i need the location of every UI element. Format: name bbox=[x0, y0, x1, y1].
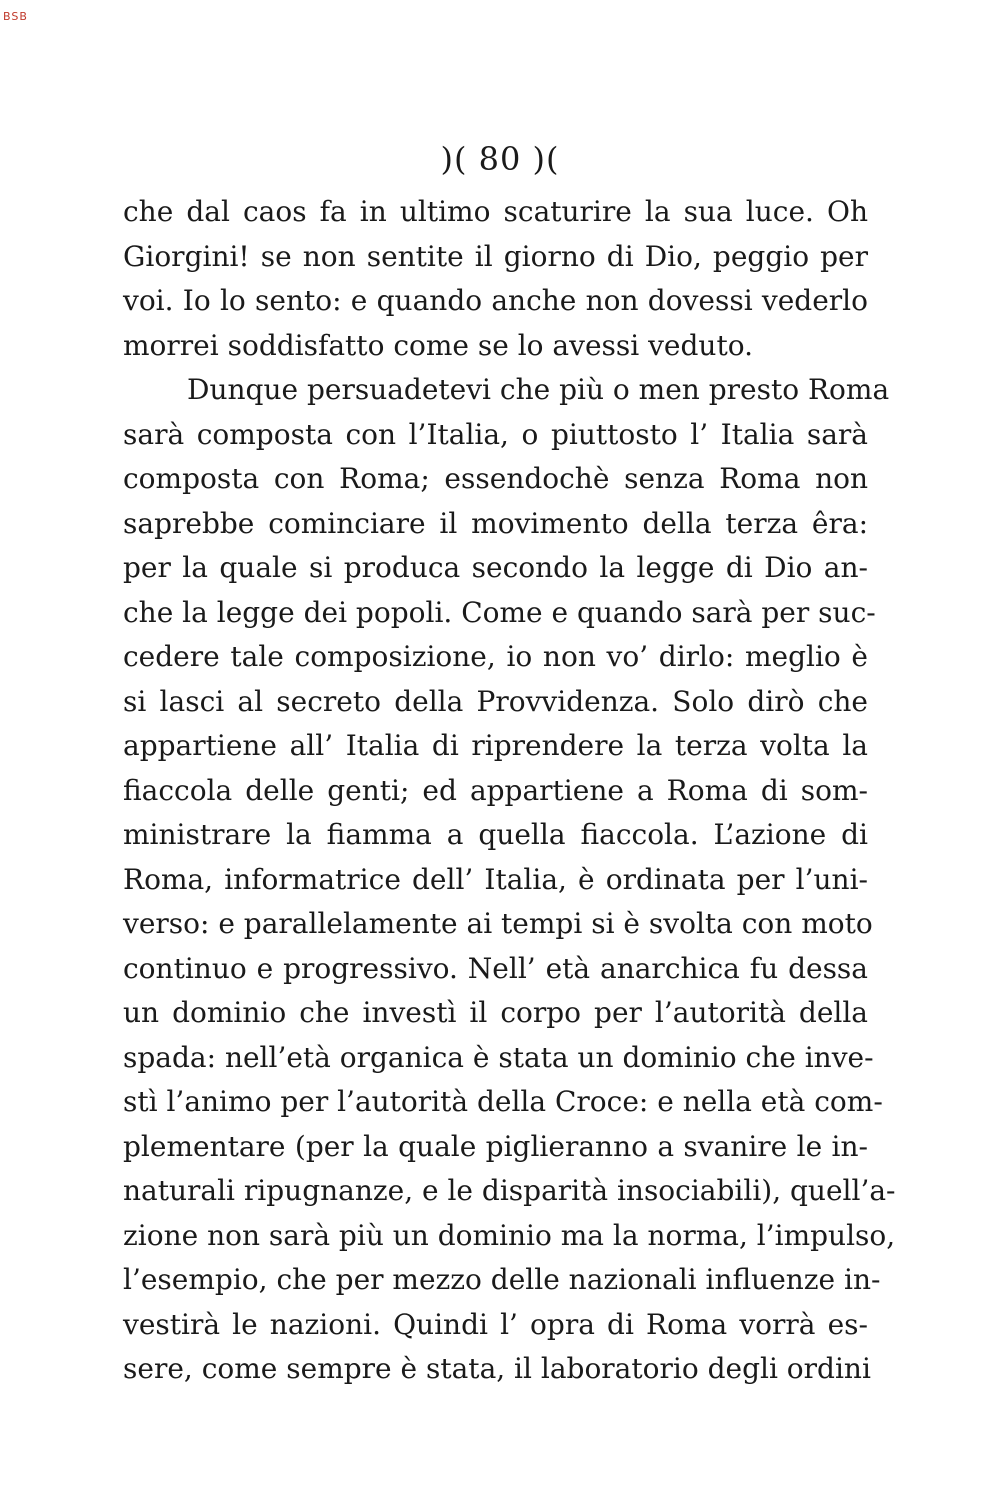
text-line: sere, come sempre è stata, il laboratorio degli ordini bbox=[123, 1352, 871, 1385]
text-line: voi. Io lo sento: e quando anche non dovessi vederlo bbox=[123, 284, 868, 317]
text-line: spada: nell’età organica è stata un dominio che inve- bbox=[123, 1040, 874, 1074]
text-line: vestirà le nazioni. Quindi l’ opra di Roma vorrà es- bbox=[123, 1307, 868, 1341]
text-line: verso: e parallelamente ai tempi si è svolta con moto bbox=[123, 907, 873, 940]
text-line: l’esempio, che per mezzo delle nazionali influenze in- bbox=[123, 1263, 881, 1296]
body-text bbox=[123, 190, 896, 1392]
text-line: continuo e progressivo. Nell’ età anarchica fu dessa bbox=[123, 951, 868, 985]
text-line: appartiene all’ Italia di riprendere la terza volta la bbox=[123, 729, 868, 762]
text-line: zione non sarà più un dominio ma la norma, l’impulso, bbox=[123, 1218, 896, 1252]
text-line: composta con Roma; essendochè senza Roma non bbox=[123, 462, 868, 495]
text-line: cedere tale composizione, io non vo’ dirlo: meglio è bbox=[123, 640, 868, 673]
text-line: un dominio che investì il corpo per l’autorità della bbox=[123, 996, 868, 1029]
text-line: Roma, informatrice dell’ Italia, è ordinata per l’uni- bbox=[123, 862, 868, 896]
text-line: Giorgini! se non sentite il giorno di Dio, peggio per bbox=[123, 239, 868, 273]
text-line: morrei soddisfatto come se lo avessi veduto. bbox=[123, 328, 753, 362]
library-watermark: BSB bbox=[3, 10, 28, 23]
text-line: plementare (per la quale piglieranno a svanire le in- bbox=[123, 1129, 868, 1163]
text-line: si lasci al secreto della Provvidenza. Solo dirò che bbox=[123, 684, 868, 718]
text-line: sarà composta con l’Italia, o piuttosto l’ Italia sarà bbox=[123, 417, 868, 451]
text-line: fiaccola delle genti; ed appartiene a Roma di som- bbox=[123, 773, 868, 807]
text-line: naturali ripugnanze, e le disparità insociabili), quell’a- bbox=[123, 1174, 896, 1207]
text-line: che dal caos fa in ultimo scaturire la sua luce. Oh bbox=[123, 195, 868, 228]
text-line: Dunque persuadetevi che più o men presto Roma bbox=[187, 373, 890, 406]
text-line: che la legge dei popoli. Come e quando sarà per suc- bbox=[123, 595, 876, 629]
text-line: per la quale si produca secondo la legge di Dio an- bbox=[123, 551, 868, 584]
text-line: saprebbe cominciare il movimento della terza êra: bbox=[123, 506, 868, 540]
text-line: stì l’animo per l’autorità della Croce: e nella età com- bbox=[123, 1085, 883, 1118]
page-number: )( 80 )( bbox=[440, 140, 560, 178]
text-line: ministrare la fiamma a quella fiaccola. L’azione di bbox=[123, 818, 868, 851]
